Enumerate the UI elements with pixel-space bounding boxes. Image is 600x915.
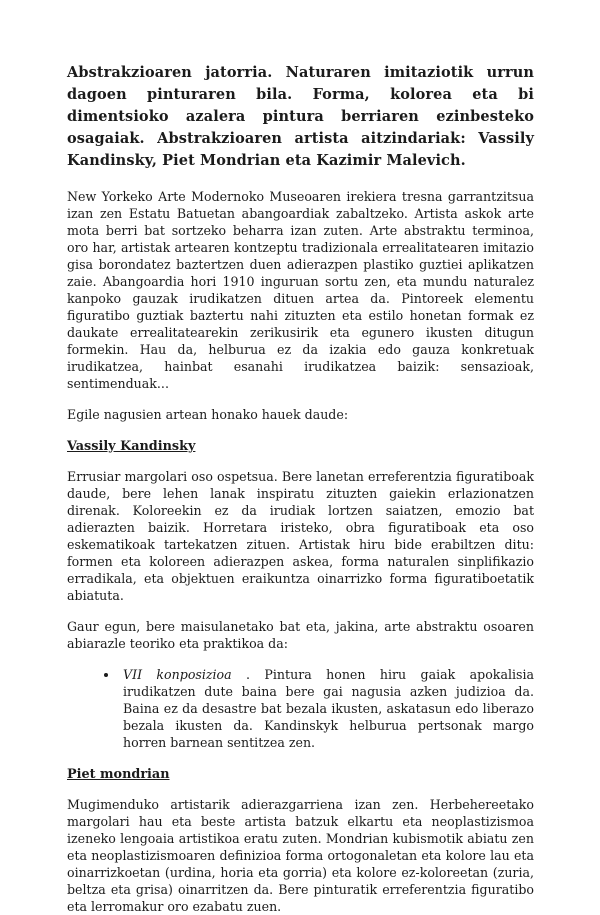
intro-paragraph: New Yorkeko Arte Modernoko Museoaren irekiera tresna garrantzitsua izan zen Estatu Batuetan abangoardiak zabaltzeko. Artista askok arte mota berri bat sortzeko beharra izan zuten. Arte abstraktu terminoa, oro har, artistak artearen kontzeptu tradizionala errealitatearen imitazio gisa borondatez baztertzen duen adierazpen plastiko guztiei aplikatzen zaie. Abangoardia hori 1910 inguruan sortu zen, eta mundu naturalez kanpoko gauzak irudikatzen dituen artea da. Pintoreek elementu figuratibo guztiak baztertu nahi zituzten eta estilo honetan formak ez daukate errealitatearekin zerikusirik eta egunero ikusten ditugun formekin. Hau da, helburua ez da izakia edo gauza konkretuak irudikatzea, hainbat esanahi irudikatzea baizik: sensazioak, sentimenduak... — [67, 189, 534, 391]
kandinsky-masterwork-lead-in: Gaur egun, bere maisulanetako bat eta, jakina, arte abstraktu osoaren abiarazle teoriko eta praktikoa da: — [67, 619, 534, 651]
mondrian-paragraph: Mugimenduko artistarik adierazgarriena izan zen. Herbehereetako margolari hau eta beste artista batzuk elkartu eta neoplastizismoa izeneko lengoaia artistikoa eratu zuten. Mondrian kubismotik abiatu zen eta neoplastizismoaren definizioa forma ortogonaletan eta kolore lau eta oinarrizkoetan (urdina, horia eta gorria) eta kolore ez-koloreetan (zuria, beltza eta grisa) oinarritzen da. Bere pinturatik erreferentzia figuratibo eta lerromakur oro ezabatu zuen. — [67, 797, 534, 914]
section-heading-mondrian: Piet mondrian — [67, 767, 170, 782]
bullet-item-vii-konposizioa — [119, 666, 534, 751]
kandinsky-paragraph: Errusiar margolari oso ospetsua. Bere lanetan erreferentzia figuratiboak daude, bere lehen lanak inspiratu zituzten gaiekin erlazionatzen direnak. Koloreekin ez da irudiak lortzen saiatzen, emozio bat adierazten baizik. Horretara iristeko, obra figuratiboak eta oso eskematikoak tartekatzen zituen. Artistak hiru bide erabiltzen ditu: formen eta koloreen adierazpen askea, forma naturalen sinplifikazio erradikala, eta objektuen eraikuntza oinarrizko forma figuratiboetatik abiatuta. — [67, 469, 534, 603]
document-title: Abstrakzioaren jatorria. Naturaren imitaziotik urrun dagoen pinturaren bila. Forma, kolorea eta bi dimentsioko azalera pintura berriaren ezinbesteko osagaiak. Abstrakzioaren artista aitzindariak: Vassily Kandinsky, Piet Mondrian eta Kazimir Malevich. — [67, 64, 534, 169]
bullet-item-title: VII konposizioa — [123, 667, 232, 682]
section-heading-kandinsky: Vassily Kandinsky — [67, 439, 196, 454]
authors-lead-in: Egile nagusien artean honako hauek daude: — [67, 407, 349, 422]
bullet-item-text: . Pintura honen hiru gaiak apokalisia irudikatzen dute baina bere gai nagusia azken judizioa da. Baina ez da desastre bat bezala ikusten, askatasun edo liberazo bezala ikusten da. Kandinskyk helburua pertsonak margo horren barnean sentitzea zen. — [123, 667, 535, 750]
bullet-list — [67, 666, 534, 751]
